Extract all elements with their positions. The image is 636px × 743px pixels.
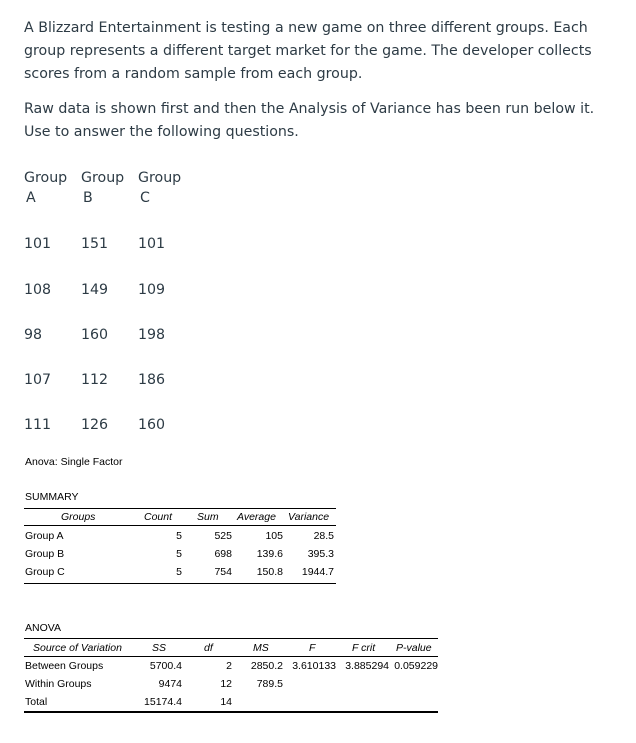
anova-title: Anova: Single Factor xyxy=(25,456,123,468)
raw-cell: 186 xyxy=(138,372,166,388)
anova-cell: Between Groups xyxy=(25,660,104,672)
raw-cell: 149 xyxy=(81,282,109,298)
anova-cell: 15174.4 xyxy=(144,696,182,708)
raw-cell: 101 xyxy=(138,236,166,252)
summary-cell: 395.3 xyxy=(307,548,334,560)
summary-header: Groups xyxy=(61,511,96,523)
summary-cell: Group A xyxy=(25,530,64,542)
anova-cell: 2 xyxy=(226,660,232,672)
anova-bottom-rule xyxy=(24,711,438,713)
summary-header: Variance xyxy=(288,511,330,523)
anova-header: Source of Variation xyxy=(33,642,122,654)
summary-header: Count xyxy=(144,511,173,523)
anova-header: MS xyxy=(253,642,269,654)
intro-paragraph-2: Raw data is shown first and then the Analysis of Variance has been run below it. Use to answer the following questions. xyxy=(24,101,595,140)
summary-cell: 754 xyxy=(214,566,232,578)
raw-cell: 108 xyxy=(24,282,52,298)
summary-header: Average xyxy=(237,511,276,523)
anova-cell: 3.610133 xyxy=(292,660,336,672)
summary-cell: 105 xyxy=(265,530,283,542)
anova-header: SS xyxy=(152,642,167,654)
anova-cell: 2850.2 xyxy=(250,660,283,672)
intro-paragraph-1: A Blizzard Entertainment is testing a new game on three different groups. Each group represents a different target market for the game. The developer collects scores from a random sample from each group. xyxy=(24,20,592,82)
raw-cell: 112 xyxy=(81,372,109,388)
summary-cell: 525 xyxy=(214,530,232,542)
raw-cell: 107 xyxy=(24,372,52,388)
anova-header-rule xyxy=(24,656,438,657)
anova-cell: 0.059229 xyxy=(394,660,438,672)
raw-cell: 101 xyxy=(24,236,52,252)
summary-header-rule xyxy=(24,525,336,526)
summary-cell: 150.8 xyxy=(256,566,283,578)
summary-cell: Group C xyxy=(25,566,65,578)
raw-header-a: Group A xyxy=(24,170,68,206)
anova-header: F crit xyxy=(352,642,376,654)
raw-header-b: Group B xyxy=(81,170,125,206)
summary-cell: Group B xyxy=(25,548,65,560)
anova-header: df xyxy=(204,642,213,654)
summary-cell: 5 xyxy=(176,566,182,578)
anova-cell: Total xyxy=(25,696,48,708)
raw-cell: 151 xyxy=(81,236,109,252)
summary-top-rule xyxy=(24,508,336,509)
raw-header-c: Group C xyxy=(138,170,182,206)
summary-bottom-rule xyxy=(24,583,336,584)
raw-cell: 109 xyxy=(138,282,166,298)
anova-cell: 12 xyxy=(220,678,232,690)
raw-cell: 111 xyxy=(24,417,52,433)
summary-cell: 5 xyxy=(176,530,182,542)
anova-top-rule xyxy=(24,638,438,639)
anova-label: ANOVA xyxy=(25,622,61,634)
raw-cell: 198 xyxy=(138,327,166,343)
summary-header: Sum xyxy=(197,511,219,523)
anova-header: F xyxy=(309,642,316,654)
anova-cell: 14 xyxy=(220,696,232,708)
summary-label: SUMMARY xyxy=(25,491,79,503)
anova-header: P-value xyxy=(396,642,432,654)
summary-cell: 698 xyxy=(214,548,232,560)
anova-cell: 3.885294 xyxy=(345,660,389,672)
anova-cell: 789.5 xyxy=(256,678,283,690)
raw-cell: 160 xyxy=(81,327,109,343)
raw-cell: 160 xyxy=(138,417,166,433)
raw-cell: 98 xyxy=(24,327,43,343)
summary-cell: 139.6 xyxy=(256,548,283,560)
anova-cell: Within Groups xyxy=(25,678,92,690)
summary-cell: 1944.7 xyxy=(301,566,334,578)
raw-cell: 126 xyxy=(81,417,109,433)
summary-cell: 28.5 xyxy=(313,530,334,542)
summary-cell: 5 xyxy=(176,548,182,560)
anova-cell: 5700.4 xyxy=(149,660,182,672)
anova-cell: 9474 xyxy=(158,678,182,690)
